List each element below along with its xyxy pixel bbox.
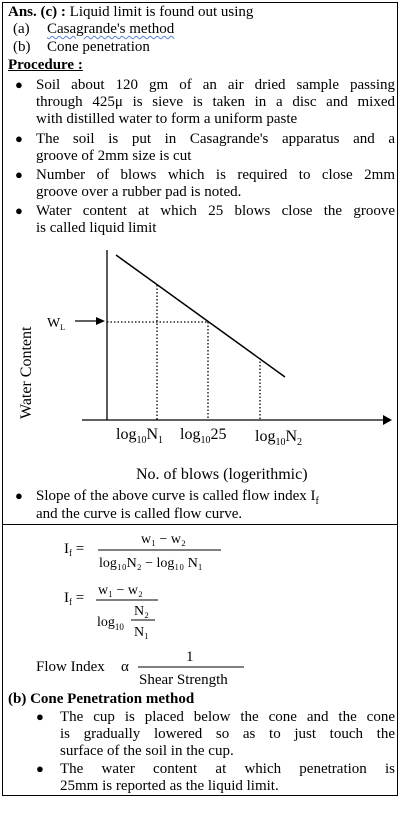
procedure-bullet-dot: ● (15, 167, 23, 182)
x-axis-label: No. of blows (logerithmic) (136, 466, 308, 483)
y-axis-label: Water Content (18, 326, 35, 419)
answer-text: Liquid limit is found out using (65, 4, 254, 20)
flow-curve-graph (0, 240, 400, 490)
item-a-text: Casagrande's method (47, 21, 175, 37)
f1-numerator: w₁ − w₂ (141, 532, 186, 547)
procedure-line: Number of blows which is required to close 2mm (36, 167, 395, 183)
fi-numerator: 1 (186, 649, 194, 665)
procedure-line: through 425μ is sieve is taken in a disc and mixed (36, 94, 395, 110)
flow-index-relation (0, 640, 400, 692)
procedure-line: groove over a rubber pad is noted. (36, 184, 242, 200)
answer-prefix: Ans. (c) : (8, 4, 66, 20)
procedure-item (36, 131, 395, 165)
wl-label: $W_L$ (47, 316, 66, 332)
flow-index-label: Flow Index (36, 659, 105, 675)
cone-line: 25mm is reported as the liquid limit. (60, 778, 279, 794)
slope-line-2: and the curve is called flow curve. (36, 506, 243, 522)
procedure-item (36, 167, 395, 201)
f1-lhs: $I_f$ = (64, 541, 85, 558)
cone-line: surface of the soil in the cup. (60, 743, 234, 759)
item-b-text: Cone penetration (47, 39, 150, 55)
procedure-item (36, 77, 395, 128)
tick-log-n2: $\log_{10}N_2$ (255, 428, 303, 448)
procedure-line: Water content at which 25 blows close the groove (36, 203, 395, 219)
cone-bullet-dot: ● (36, 761, 44, 776)
cone-item (60, 761, 395, 795)
tick-log-n1: $\log_{10}N_1$ (116, 426, 164, 446)
procedure-line: groove of 2mm size is cut (36, 148, 192, 164)
fi-denominator: Shear Strength (139, 672, 228, 688)
f2-numerator: w₁ − w₂ (98, 583, 143, 598)
f2-inner-denominator: N₁ (134, 625, 149, 640)
procedure-line: is called liquid limit (36, 220, 157, 236)
answer-intro (8, 4, 253, 21)
wl-arrowhead (96, 317, 105, 325)
f1-denominator: log₁₀N₂ − log₁₀ N₁ (99, 556, 203, 571)
cone-bullet-dot: ● (36, 709, 44, 724)
procedure-bullet-dot: ● (15, 203, 23, 218)
f2-inner-numerator: N₂ (134, 604, 149, 619)
procedure-item (36, 203, 395, 237)
cone-line: The cup is placed below the cone and the cone (60, 709, 395, 725)
cone-heading: (b) Cone Penetration method (8, 691, 195, 707)
procedure-line: with distilled water to form a uniform paste (36, 111, 298, 127)
cone-line: The water content at which penetration is (60, 761, 395, 777)
section-divider (2, 524, 398, 525)
procedure-bullet-dot: ● (15, 77, 23, 92)
procedure-bullet-dot: ● (15, 131, 23, 146)
tick-log-25: $\log_{10}25$ (180, 426, 227, 446)
item-b-label: (b) (13, 39, 31, 55)
item-a-label: (a) (13, 21, 30, 37)
x-axis-arrowhead (383, 415, 392, 425)
f2-lhs: $I_f$ = (64, 590, 85, 607)
slope-line-1: Slope of the above curve is called flow index $I_f$ (36, 488, 319, 507)
proportional-symbol: α (121, 659, 129, 675)
cone-line: is gradually lowered so as to just touch the (60, 726, 395, 742)
procedure-heading: Procedure : (8, 57, 83, 73)
f2-log: $\log_{10}$ (97, 615, 124, 632)
cone-item (60, 709, 395, 760)
slope-bullet-dot: ● (15, 488, 23, 503)
procedure-line: Soil about 120 gm of an air dried sample passing (36, 77, 395, 93)
procedure-line: The soil is put in Casagrande's apparatus and a (36, 131, 395, 147)
